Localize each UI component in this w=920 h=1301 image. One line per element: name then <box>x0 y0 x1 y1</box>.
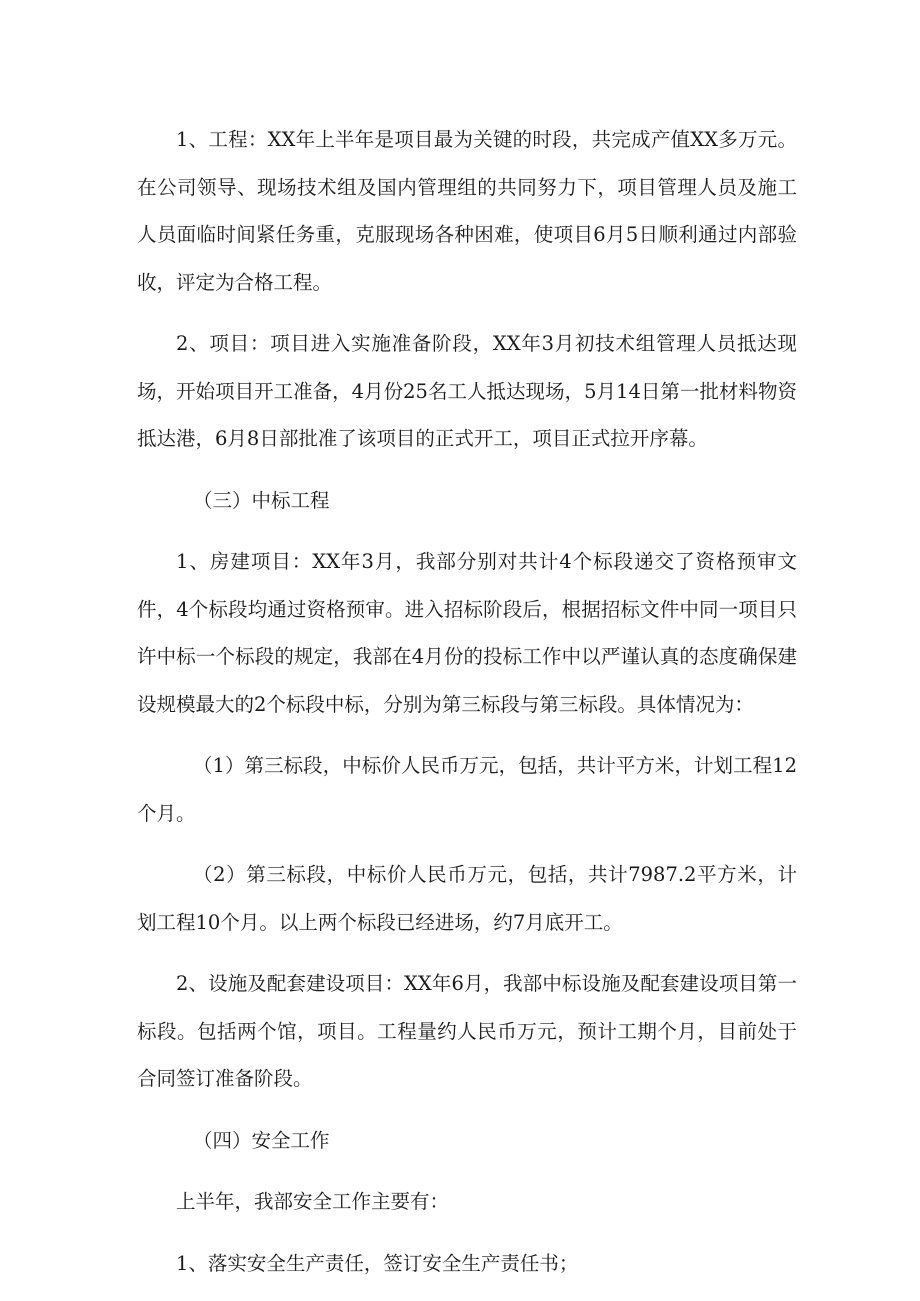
paragraph-safety-item-1: 1、落实安全生产责任，签订安全生产责任书； <box>176 1251 579 1275</box>
paragraph-lot-1: （1）第三标段，中标价人民币万元，包括，共计平方米，计划工程12个月。 <box>137 754 797 825</box>
paragraph-housing-project: 1、房建项目：XX年3月，我部分别对共计4个标段递交了资格预审文件，4个标段均通过资格预审。进入招标阶段后，根据招标文件中同一项目只许中标一个标段的规定，我部在4月份的投标工作中以严谨认真的态度确保建设规模最大的2个标段中标，分别为第三标段与第三标段。具体情况为： <box>137 550 797 716</box>
paragraph-engineering: 1、工程：XX年上半年是项目最为关键的时段，共完成产值XX多万元。在公司领导、现场技术组及国内管理组的共同努力下，项目管理人员及施工人员面临时间紧任务重，克服现场各种困难，使项目6月5日顺利通过内部验收，评定为合格工程。 <box>137 128 797 294</box>
paragraph-safety-intro: 上半年，我部安全工作主要有： <box>176 1190 450 1213</box>
section-heading-safety: （四）安全工作 <box>193 1128 330 1152</box>
paragraph-project: 2、项目：项目进入实施准备阶段，XX年3月初技术组管理人员抵达现场，开始项目开工准备，4月份25名工人抵达现场，5月14日第一批材料物资抵达港，6月8日部批准了该项目的正式开工，项目正式拉开序幕。 <box>137 332 797 450</box>
document-body <box>137 116 797 1301</box>
paragraph-lot-2: （2）第三标段，中标价人民币万元，包括，共计7987.2平方米，计划工程10个月。以上两个标段已经进场，约7月底开工。 <box>137 863 797 934</box>
section-heading-winning-bids: （三）中标工程 <box>193 488 330 512</box>
paragraph-facilities-project: 2、设施及配套建设项目：XX年6月，我部中标设施及配套建设项目第一标段。包括两个馆，项目。工程量约人民币万元，预计工期个月，目前处于合同签订准备阶段。 <box>137 972 797 1090</box>
